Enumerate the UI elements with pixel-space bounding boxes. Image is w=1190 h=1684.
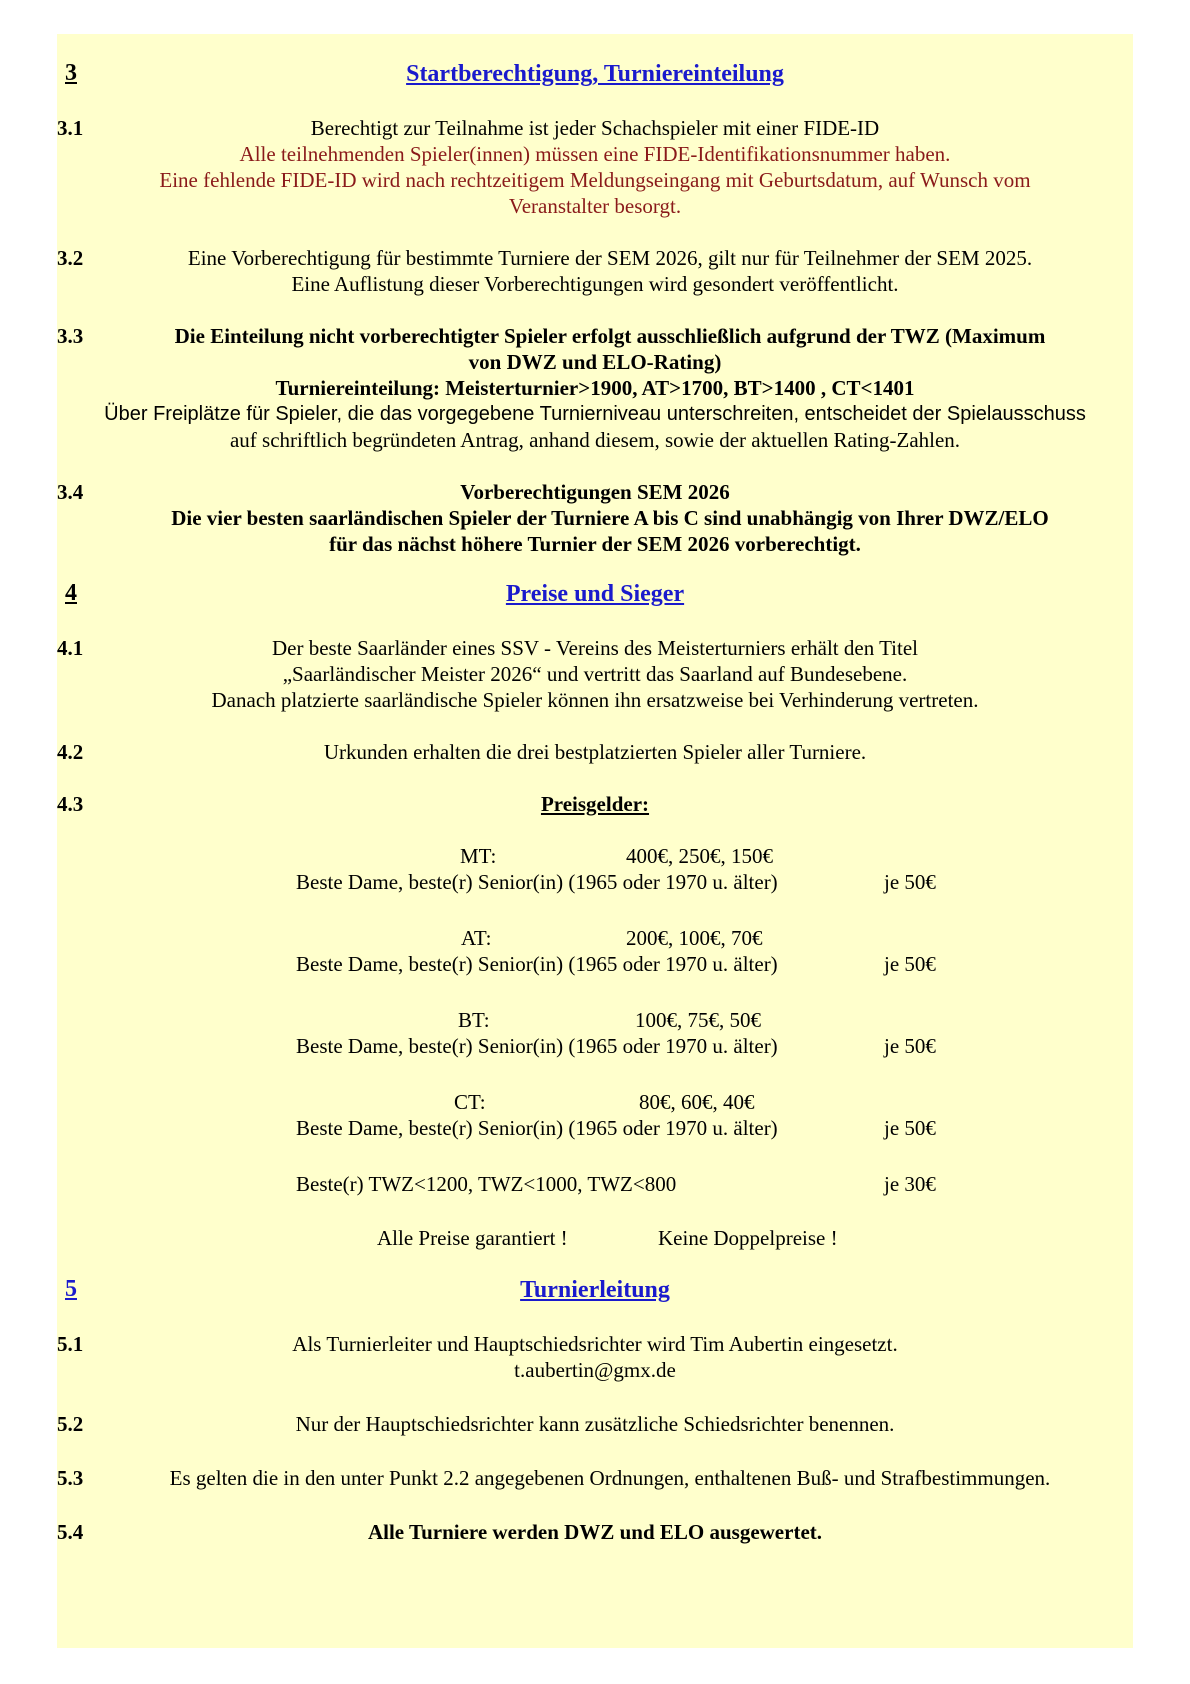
para-4-1-line2: „Saarländischer Meister 2026“ und vertritt das Saarland auf Bundesebene. xyxy=(282,662,908,686)
para-5-4-line1: Alle Turniere werden DWZ und ELO ausgewertet. xyxy=(367,1520,823,1544)
prize-at-extra-amount: je 50€ xyxy=(884,952,936,976)
document-page xyxy=(57,34,1133,1648)
prize-mt-extra-amount: je 50€ xyxy=(884,870,936,894)
prize-at-extra: Beste Dame, beste(r) Senior(in) (1965 oder 1970 u. älter) xyxy=(296,952,778,976)
para-5-2-line1: Nur der Hauptschiedsrichter kann zusätzliche Schiedsrichter benennen. xyxy=(295,1412,895,1436)
section-3-number: 3 xyxy=(65,60,77,86)
para-4-1-line3: Danach platzierte saarländische Spieler können ihn ersatzweise bei Verhinderung vertreten. xyxy=(211,688,979,712)
para-3-3-line1: Die Einteilung nicht vorberechtigter Spieler erfolgt ausschließlich aufgrund der TWZ (Maximum xyxy=(174,324,1046,348)
prize-ct-amounts: 80€, 60€, 40€ xyxy=(639,1090,755,1114)
prize-mt-amounts: 400€, 250€, 150€ xyxy=(626,844,773,868)
para-5-1-number: 5.1 xyxy=(57,1332,84,1356)
para-5-3-number: 5.3 xyxy=(57,1466,84,1490)
prize-no-double: Keine Doppelpreise ! xyxy=(658,1226,838,1250)
para-4-2-number: 4.2 xyxy=(57,740,84,764)
para-5-3-line1: Es gelten die in den unter Punkt 2.2 angegebenen Ordnungen, enthaltenen Buß- und Strafbestimmungen. xyxy=(169,1466,1051,1490)
para-4-1-line1: Der beste Saarländer eines SSV - Vereins des Meisterturniers erhält den Titel xyxy=(272,636,918,660)
prize-bt-amounts: 100€, 75€, 50€ xyxy=(635,1008,761,1032)
prize-ct-extra-amount: je 50€ xyxy=(884,1116,936,1140)
section-4-number: 4 xyxy=(65,580,77,606)
para-3-2-line2: Eine Auflistung dieser Vorberechtigungen wird gesondert veröffentlicht. xyxy=(291,272,899,296)
prize-bt-extra: Beste Dame, beste(r) Senior(in) (1965 oder 1970 u. älter) xyxy=(296,1034,778,1058)
prize-guarantee: Alle Preise garantiert ! xyxy=(377,1226,568,1250)
prize-bt-extra-amount: je 50€ xyxy=(884,1034,936,1058)
prize-mt-extra: Beste Dame, beste(r) Senior(in) (1965 oder 1970 u. älter) xyxy=(296,870,778,894)
section-5-number: 5 xyxy=(65,1276,77,1302)
para-3-1-line4: Veranstalter besorgt. xyxy=(508,194,682,218)
para-3-4-number: 3.4 xyxy=(57,480,84,504)
para-3-4-line3: für das nächst höhere Turnier der SEM 2026 vorberechtigt. xyxy=(329,532,861,556)
para-3-1-line3: Eine fehlende FIDE-ID wird nach rechtzeitigem Meldungseingang mit Geburtsdatum, auf Wunsch vom xyxy=(159,168,1031,192)
para-3-1-number: 3.1 xyxy=(57,116,84,140)
prize-twz-amount: je 30€ xyxy=(884,1172,936,1196)
para-3-1-line2: Alle teilnehmenden Spieler(innen) müssen eine FIDE-Identifikationsnummer haben. xyxy=(239,142,951,166)
para-3-4-line2: Die vier besten saarländischen Spieler der Turniere A bis C sind unabhängig von Ihrer DWZ/ELO xyxy=(171,506,1049,530)
para-3-3-number: 3.3 xyxy=(57,324,84,348)
para-3-3-line2: von DWZ und ELO-Rating) xyxy=(468,350,722,374)
para-4-2-line1: Urkunden erhalten die drei bestplatzierten Spieler aller Turniere. xyxy=(323,740,867,764)
prize-ct-label: CT: xyxy=(454,1090,486,1114)
prize-bt-label: BT: xyxy=(458,1008,490,1032)
para-4-1-number: 4.1 xyxy=(57,636,84,660)
prize-mt-label: MT: xyxy=(460,844,497,868)
para-3-2-line1: Eine Vorberechtigung für bestimmte Turniere der SEM 2026, gilt nur für Teilnehmer der SEM 2025. xyxy=(187,246,1033,270)
prize-money-heading: Preisgelder: xyxy=(540,792,650,816)
para-3-3-line5: auf schriftlich begründeten Antrag, anhand diesem, sowie der aktuellen Rating-Zahlen. xyxy=(229,428,961,452)
para-4-3-number: 4.3 xyxy=(57,792,84,816)
section-4-title[interactable]: Preise und Sieger xyxy=(505,581,685,607)
section-5-title[interactable]: Turnierleitung xyxy=(520,1277,670,1303)
para-3-1-line1: Berechtigt zur Teilnahme ist jeder Schachspieler mit einer FIDE-ID xyxy=(310,116,880,140)
para-5-1-line1: Als Turnierleiter und Hauptschiedsrichter wird Tim Aubertin eingesetzt. xyxy=(292,1332,898,1356)
prize-ct-extra: Beste Dame, beste(r) Senior(in) (1965 oder 1970 u. älter) xyxy=(296,1116,778,1140)
section-3-title[interactable]: Startberechtigung, Turniereinteilung xyxy=(406,61,784,87)
contact-email[interactable]: t.aubertin@gmx.de xyxy=(514,1358,676,1382)
prize-at-label: AT: xyxy=(461,926,492,950)
prize-twz-text: Beste(r) TWZ<1200, TWZ<1000, TWZ<800 xyxy=(296,1172,677,1196)
para-3-3-line3: Turniereinteilung: Meisterturnier>1900, AT>1700, BT>1400 , CT<1401 xyxy=(275,376,915,400)
para-5-4-number: 5.4 xyxy=(57,1520,84,1544)
prize-at-amounts: 200€, 100€, 70€ xyxy=(626,926,763,950)
para-3-4-line1: Vorberechtigungen SEM 2026 xyxy=(460,480,730,504)
para-5-2-number: 5.2 xyxy=(57,1412,84,1436)
para-3-3-line4: Über Freiplätze für Spieler, die das vorgegebene Turnierniveau unterschreiten, entscheidet der Spielausschuss xyxy=(104,403,1086,425)
para-3-2-number: 3.2 xyxy=(57,246,84,270)
